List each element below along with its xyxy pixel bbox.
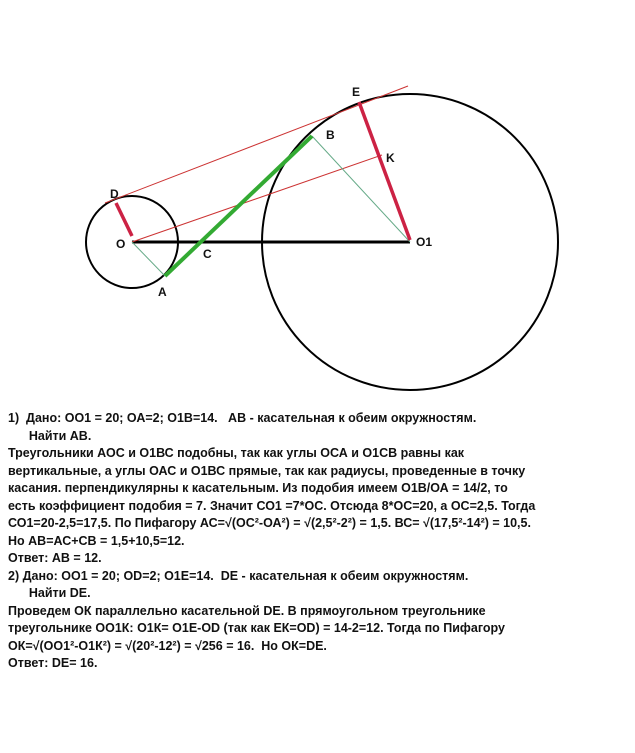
tangent-line-DE	[105, 86, 408, 203]
text-line: 1) Дано: ОО1 = 20; ОА=2; О1В=14. АВ - касательная к обеим окружностям.	[8, 411, 477, 425]
radius-O1B	[312, 136, 410, 242]
text-line: ОК=√(ОО1²-О1К²) = √(20²-12²) = √256 = 16. Но ОК=DE.	[8, 638, 327, 653]
text-line: Проведем ОК параллельно касательной DE. В прямоугольном треугольнике	[8, 603, 486, 618]
label-B: B	[326, 128, 335, 142]
label-O: O	[116, 237, 126, 251]
text-line: Ответ: DE= 16.	[8, 656, 98, 670]
radius-OA	[132, 242, 165, 276]
text-line: Найти АВ.	[8, 428, 92, 443]
radius-OD	[116, 203, 132, 236]
text-line: Но АВ=АС+СВ = 1,5+10,5=12.	[8, 533, 185, 548]
text-line: есть коэффициент подобия = 7. Значит СО1 =7*ОС. Отсюда 8*ОС=20, а ОС=2,5. Тогда	[8, 498, 536, 513]
tangent-segment-AB	[165, 136, 312, 276]
text-line: Треугольники АОС и О1ВС подобны, так как углы ОСА и О1СВ равны как	[8, 446, 465, 460]
parallel-line-OK	[132, 155, 382, 242]
label-A: A	[158, 285, 167, 299]
label-O1: O1	[416, 235, 433, 249]
label-K: K	[386, 151, 395, 165]
text-line: СО1=20-2,5=17,5. По Пифагору АС=√(ОС²-ОА²) = √(2,5²-2²) = 1,5. ВС= √(17,5²-14²) = 10,5.	[8, 516, 531, 530]
label-E: E	[352, 85, 361, 99]
text-line: 2) Дано: ОО1 = 20; OD=2; O1E=14. DE - касательная к обеим окружностям.	[8, 568, 469, 583]
text-line: Ответ: АВ = 12.	[8, 551, 102, 565]
label-D: D	[110, 187, 119, 201]
text-line: треугольнике ОО1К: О1К= О1Е-OD (так как ЕК=OD) = 14-2=12. Тогда по Пифагору	[8, 621, 505, 635]
radius-O1E	[359, 102, 410, 240]
text-line: вертикальные, а углы ОАС и О1ВС прямые, так как радиусы, проведенные в точку	[8, 463, 526, 478]
label-C: C	[203, 247, 212, 261]
text-line: Найти DE.	[8, 586, 91, 600]
text-line: касания. перпендикулярны к касательным. Из подобия имеем О1В/ОА = 14/2, то	[8, 481, 508, 495]
solution-text	[8, 410, 628, 673]
